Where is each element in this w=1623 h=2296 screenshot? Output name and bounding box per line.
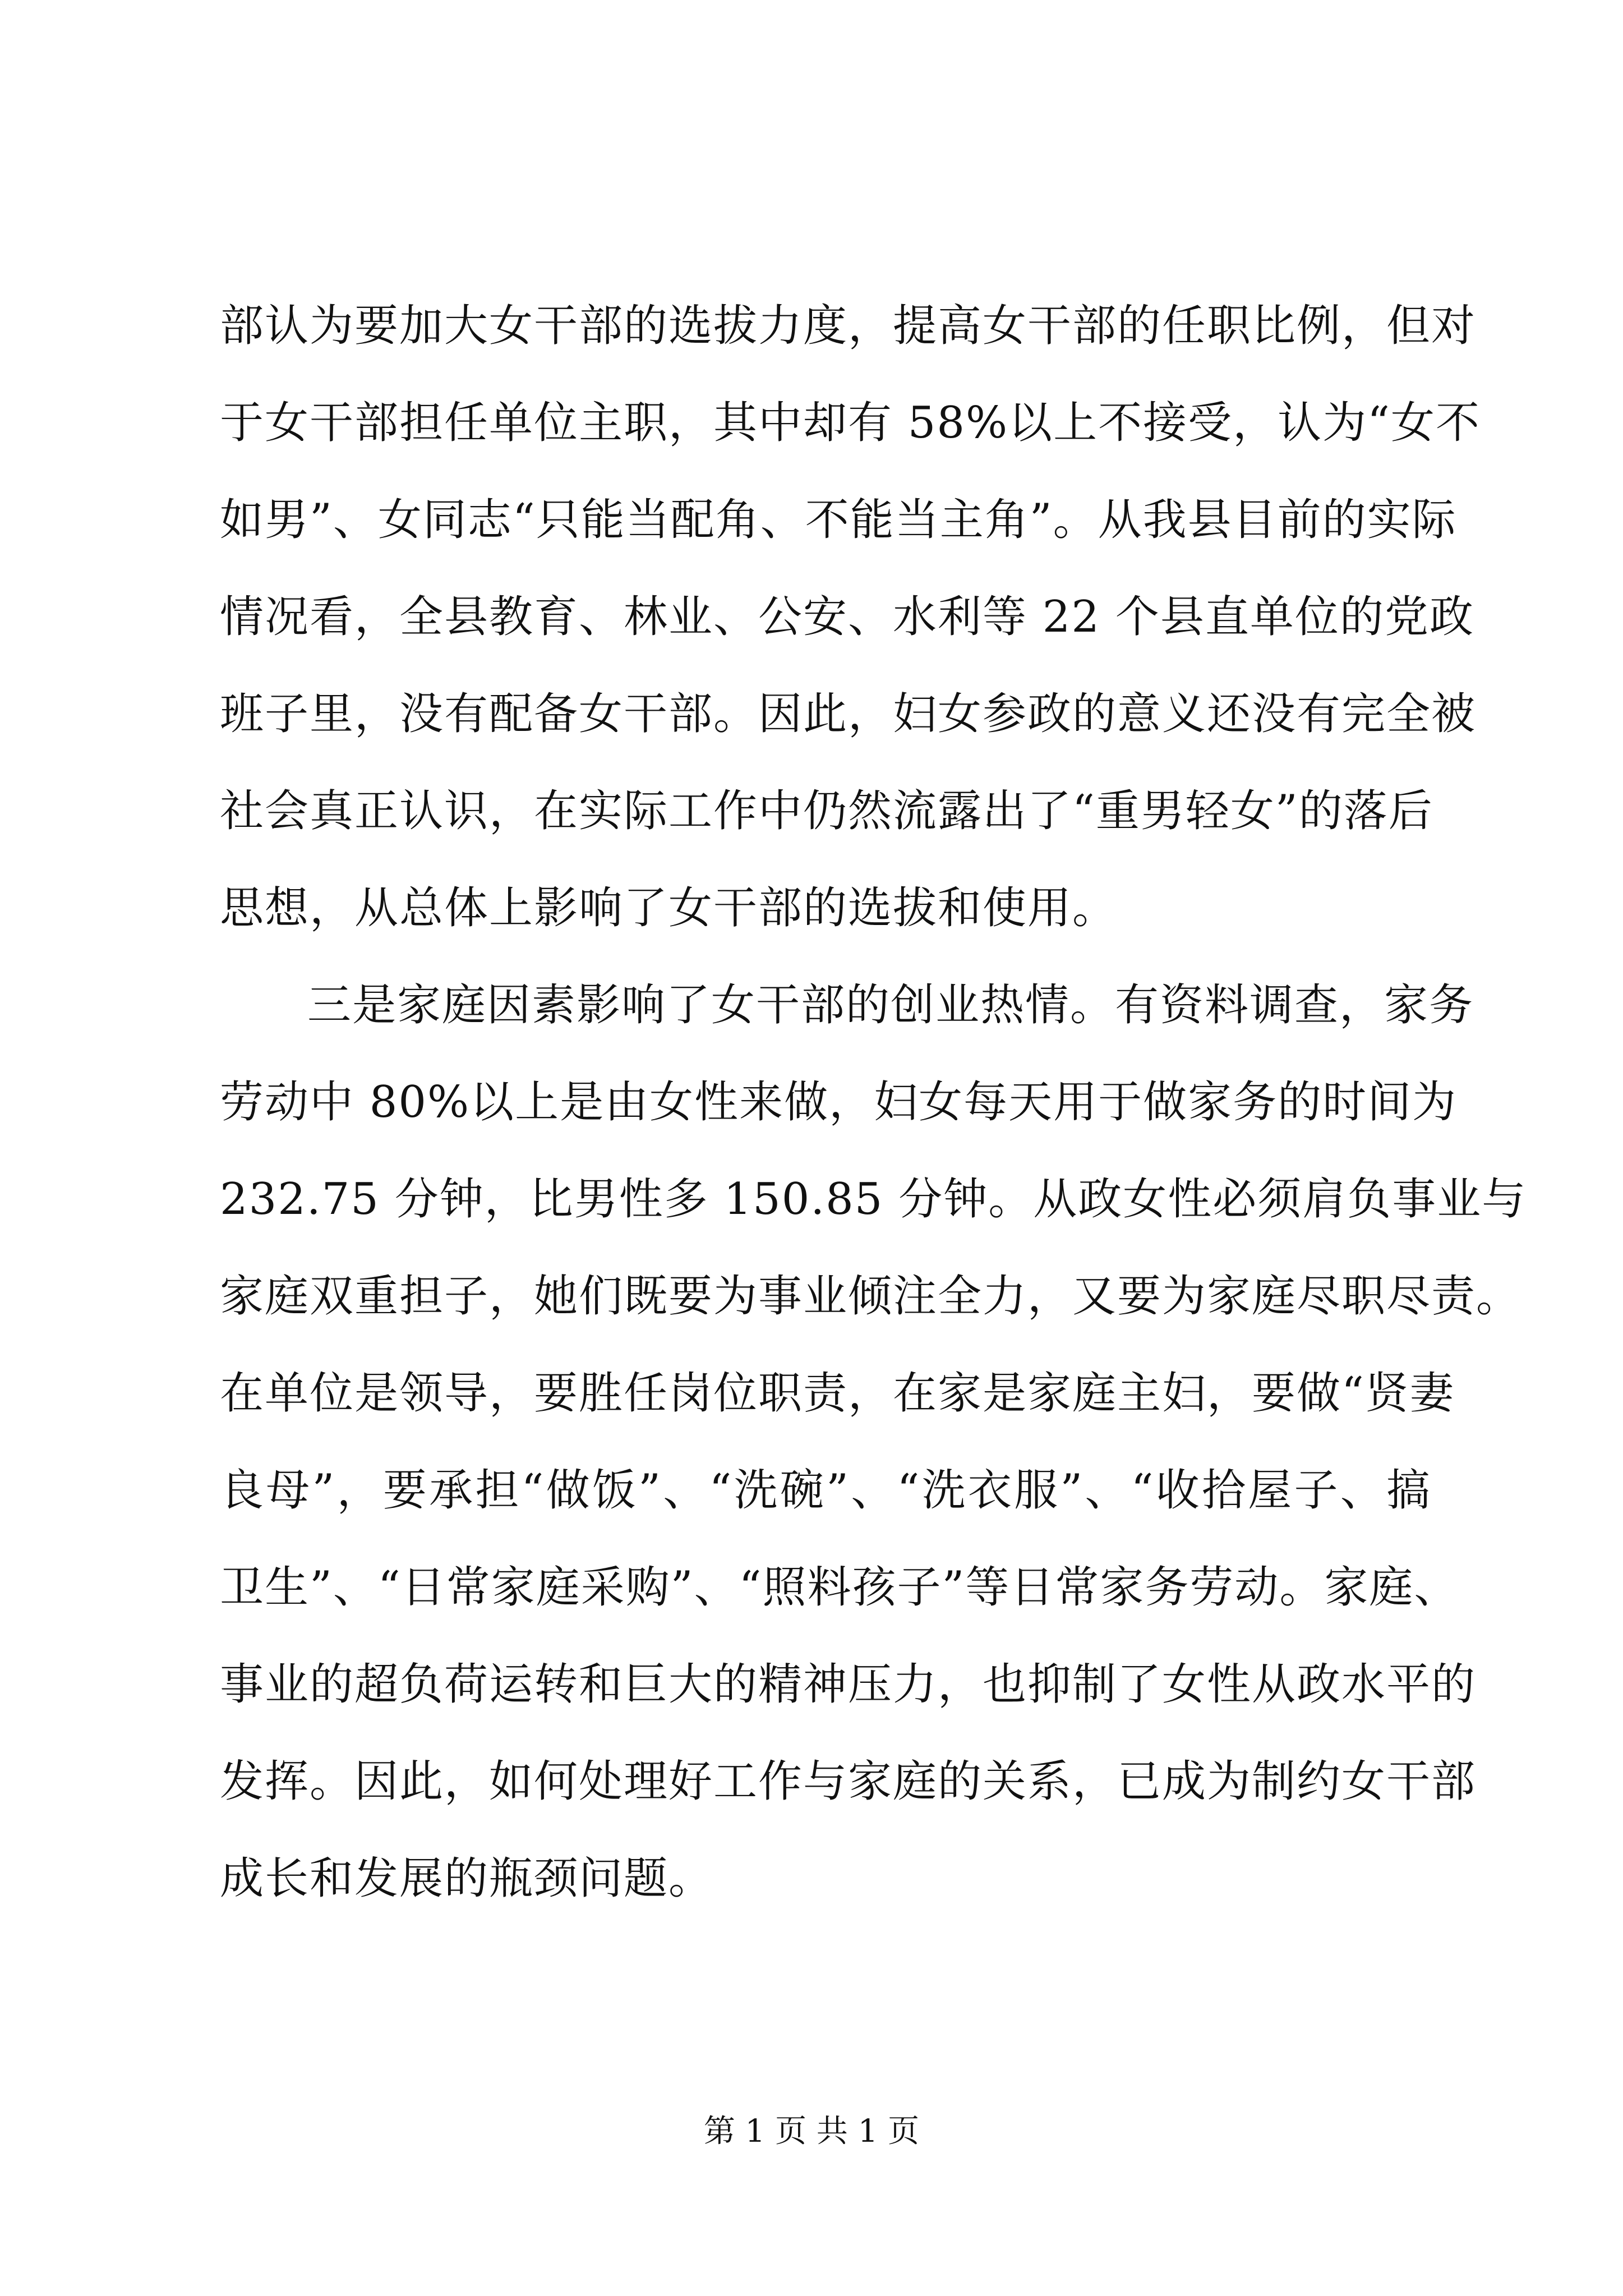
text-line: 部认为要加大女干部的选拔力度，提高女干部的任职比例，但对 bbox=[220, 301, 1477, 351]
text-line: 良母”，要承担“做饭”、“洗碗”、“洗衣服”、“收拾屋子、搞 bbox=[220, 1465, 1431, 1516]
text-line: 班子里，没有配备女干部。因此，妇女参政的意义还没有完全被 bbox=[220, 689, 1477, 739]
text-line: 232.75 分钟，比男性多 150.85 分钟。从政女性必须肩负事业与 bbox=[220, 1174, 1527, 1225]
text-line: 思想，从总体上影响了女干部的选拔和使用。 bbox=[220, 883, 1118, 933]
text-line: 发挥。因此，如何处理好工作与家庭的关系，已成为制约女干部 bbox=[220, 1756, 1477, 1807]
text-line: 情况看，全县教育、林业、公安、水利等 22 个县直单位的党政 bbox=[220, 592, 1474, 642]
page-number-footer: 第 1 页 共 1 页 bbox=[703, 2113, 920, 2150]
text-line: 事业的超负荷运转和巨大的精神压力，也抑制了女性从政水平的 bbox=[220, 1659, 1477, 1710]
text-line: 劳动中 80%以上是由女性来做，妇女每天用于做家务的时间为 bbox=[220, 1077, 1458, 1128]
text-line: 三是家庭因素影响了女干部的创业热情。有资料调查，家务 bbox=[307, 980, 1474, 1030]
text-line: 社会真正认识，在实际工作中仍然流露出了“重男轻女”的落后 bbox=[220, 786, 1433, 836]
paragraph-1 bbox=[220, 278, 1481, 957]
paragraph-2 bbox=[220, 957, 1527, 1927]
text-line: 如男”、女同志“只能当配角、不能当主角”。从我县目前的实际 bbox=[220, 495, 1457, 545]
text-line: 在单位是领导，要胜任岗位职责，在家是家庭主妇，要做“贤妻 bbox=[220, 1368, 1455, 1419]
text-line: 卫生”、“日常家庭采购”、“照料孩子”等日常家务劳动。家庭、 bbox=[220, 1562, 1459, 1613]
text-line: 于女干部担任单位主职，其中却有 58%以上不接受，认为“女不 bbox=[220, 398, 1481, 448]
text-line: 成长和发展的瓶颈问题。 bbox=[220, 1853, 714, 1904]
body-text bbox=[220, 278, 1527, 1927]
text-line: 家庭双重担子，她们既要为事业倾注全力，又要为家庭尽职尽责。 bbox=[220, 1271, 1521, 1322]
